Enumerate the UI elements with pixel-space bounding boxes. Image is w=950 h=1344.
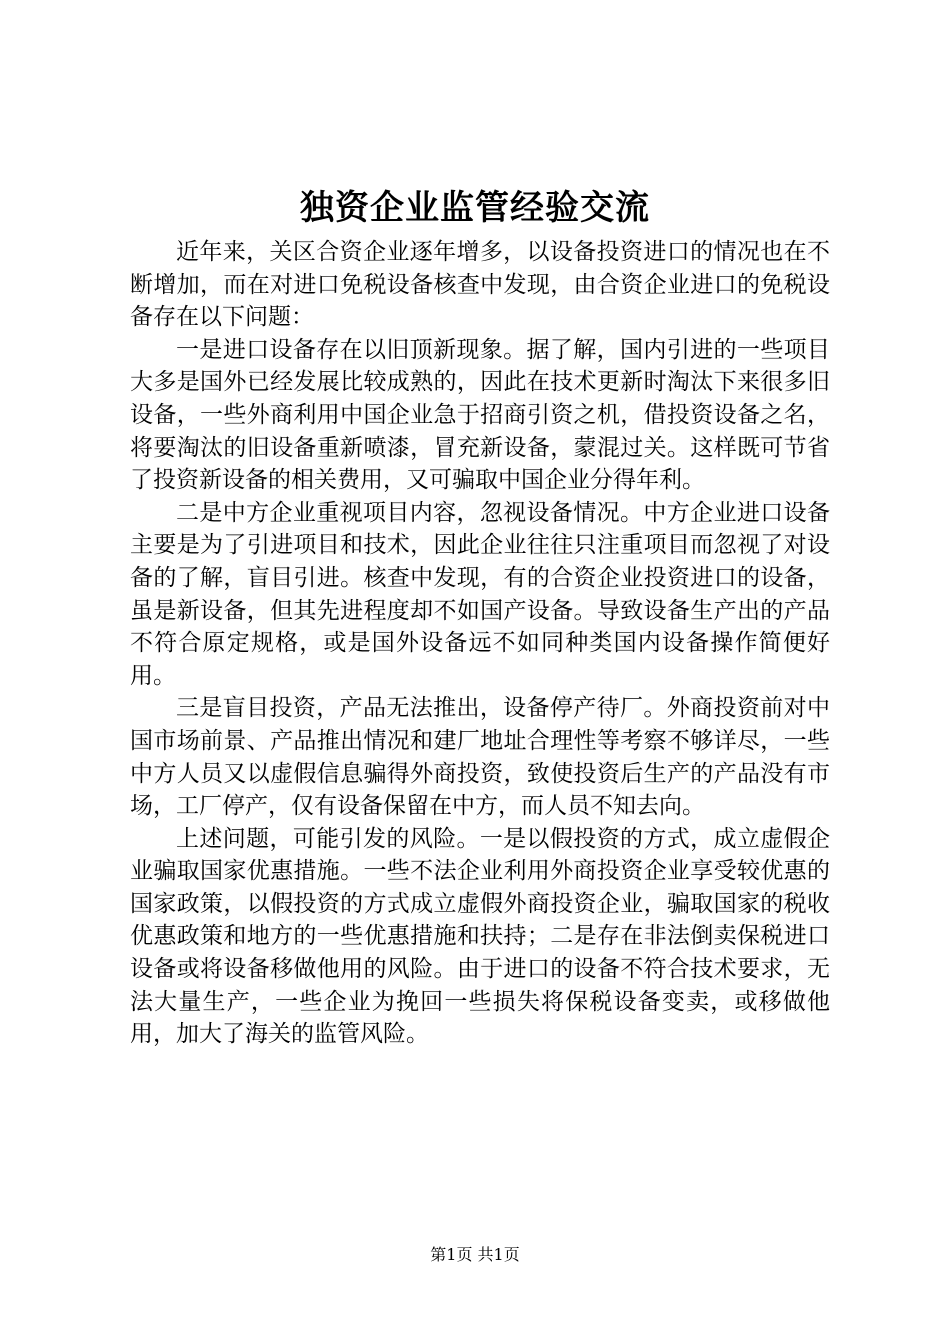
page-footer: 第1页 共1页 — [430, 1245, 520, 1264]
paragraph-issue-three: 三是盲目投资，产品无法推出，设备停产待厂。外商投资前对中国市场前景、产品推出情况和建厂地址合理性等考察不够详尽，一些中方人员又以虚假信息骗得外商投资，致使投资后生产的产品没有市场，工厂停产，仅有设备保留在中方，而人员不知去向。 — [130, 695, 830, 820]
paragraph-issue-one: 一是进口设备存在以旧顶新现象。据了解，国内引进的一些项目大多是国外已经发展比较成熟的，因此在技术更新时淘汰下来很多旧设备，一些外商利用中国企业急于招商引资之机，借投资设备之名，将要淘汰的旧设备重新喷漆，冒充新设备，蒙混过关。这样既可节省了投资新设备的相关费用，又可骗取中国企业分得年利。 — [130, 336, 830, 494]
paragraph-issue-two: 二是中方企业重视项目内容，忽视设备情况。中方企业进口设备主要是为了引进项目和技术，因此企业往往只注重项目而忽视了对设备的了解，盲目引进。核查中发现，有的合资企业投资进口的设备，虽是新设备，但其先进程度却不如国产设备。导致设备生产出的产品不符合原定规格，或是国外设备远不如同种类国内设备操作简便好用。 — [130, 499, 830, 689]
paragraph-risks: 上述问题，可能引发的风险。一是以假投资的方式，成立虚假企业骗取国家优惠措施。一些不法企业利用外商投资企业享受较优惠的国家政策，以假投资的方式成立虚假外商投资企业，骗取国家的税收优惠政策和地方的一些优惠措施和扶持；二是存在非法倒卖保税进口设备或将设备移做他用的风险。由于进口的设备不符合技术要求，无法大量生产，一些企业为挽回一些损失将保税设备变卖，或移做他用，加大了海关的监管风险。 — [130, 825, 830, 1048]
document-title: 独资企业监管经验交流 — [300, 188, 650, 228]
document-body — [130, 236, 830, 1051]
paragraph-intro: 近年来，关区合资企业逐年增多，以设备投资进口的情况也在不断增加，而在对进口免税设备核查中发现，由合资企业进口的免税设备存在以下问题： — [130, 239, 830, 331]
